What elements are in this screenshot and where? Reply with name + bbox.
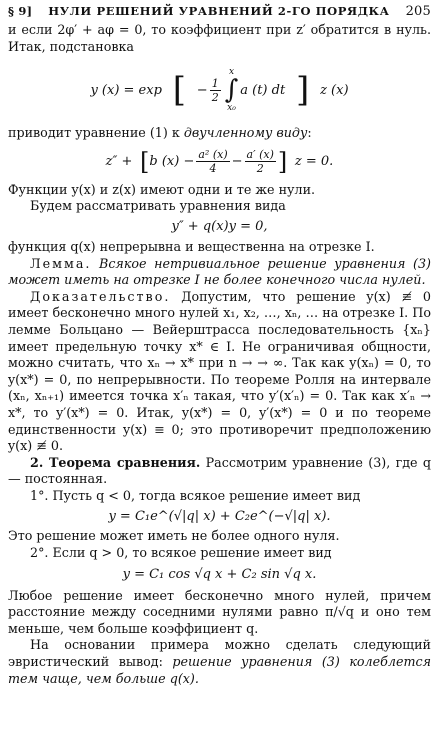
running-title: НУЛИ РЕШЕНИЙ УРАВНЕНИЙ 2-ГО ПОРЯДКА (48, 4, 390, 18)
paragraph-same-zeros: Функции y(x) и z(x) имеют одни и те же нули. (8, 181, 316, 197)
eq2-left-bracket: [ (132, 147, 150, 176)
eq2-f2-num: a′ (x) (246, 148, 274, 162)
equation-case-2: y = C₁ cos √q x + C₂ sin √q x. (122, 567, 317, 583)
theorem-heading: 2. Теорема сравнения. (30, 454, 201, 470)
case-1-paragraph: 1°. Пусть q < 0, тогда всякое решение имеет вид (30, 487, 361, 503)
equation-case-1: y = C₁e^(√|q| x) + C₂e^(−√|q| x). (108, 508, 331, 524)
paragraph-binomial-form (8, 125, 431, 142)
eq1-frac-num: 1 (211, 76, 219, 90)
proof-paragraph (8, 289, 431, 455)
eq2-f1-num: a² (x) (198, 148, 228, 162)
para8-text: На основании примера можно сделать следующий эвристический вывод: (8, 637, 431, 670)
eq1-fraction (210, 77, 221, 104)
lemma-statement: Всякое нетривиальное решение уравнения (3) может иметь на отрезке I не более конечного числа нулей. (8, 255, 431, 288)
eq1-int-upper: x (228, 67, 235, 78)
eq1-lhs: y (x) = exp (90, 82, 162, 98)
page-number: 205 (405, 4, 431, 19)
proof-heading: Доказательство. (30, 288, 171, 304)
eq2-rhs: z = 0. (294, 154, 334, 170)
theorem-body: Рассмотрим уравнение (3), где q — постоянная. (8, 454, 431, 487)
paragraph-infinite-zeros: Любое решение имеет бесконечно много нулей, причем расстояние между соседними нулями равно π/√q и оно тем меньше, чем больше коэффициент q. (8, 587, 431, 636)
paragraph-one-zero: Это решение может иметь не более одного нуля. (8, 528, 340, 544)
paragraph-q-continuous: функция q(x) непрерывна и вещественна на отрезке I. (8, 238, 375, 254)
running-header (8, 4, 431, 22)
paragraph-heuristic-conclusion (8, 637, 431, 687)
eq2-lhs: z″ + (105, 154, 133, 170)
integral-sign: ∫ (224, 75, 239, 106)
eq2-b-term: b (x) − (149, 154, 195, 170)
eq2-f2-den: 2 (256, 162, 264, 176)
para2-italic: двучленному виду (183, 125, 308, 141)
eq1-integral (225, 67, 239, 113)
eq2-fraction-2 (245, 148, 276, 175)
eq1-minus: − (196, 82, 208, 98)
eq2-f1-den: 4 (209, 162, 217, 176)
eq2-right-bracket: ] (277, 147, 295, 176)
eq1-frac-den: 2 (211, 90, 219, 104)
eq1-integrand: a (t) dt (240, 82, 286, 98)
proof-body: Допустим, что решение y(x) ≢ 0 имеет бесконечно много нулей x₁, x₂, …, xₙ, … на отрезке I. По лемме Больцано — Вейерштрасса последовательность {xₙ} имеет предельную точку x* ∈ I. Не ограничивая общности, можно считать, что xₙ → x* при n → → ∞. Так как y(xₙ) = 0, то y(x*) = 0, по непрерывности. По теореме Ролля на интервале (xₙ, xₙ₊₁) имеется точка x′ₙ такая, что y′(x′ₙ) = 0. Так как x′ₙ → x*, то y′(x*) = 0. Итак, y(x*) = 0, y′(x*) = 0 и по теореме единственности y(x) ≡ 0; это противоречит предположению y(x) ≢ 0. (8, 288, 431, 454)
eq1-int-lower: x₀ (227, 103, 236, 114)
theorem-paragraph (8, 455, 431, 488)
para2-end: : (307, 125, 312, 141)
eq1-right-bracket: ] (285, 70, 321, 111)
eq1-left-bracket: [ (161, 70, 197, 111)
equation-3: y″ + q(x)y = 0, (171, 219, 268, 235)
lemma-paragraph (8, 256, 431, 289)
lemma-heading: Лемма. (30, 255, 92, 271)
para2-text: приводит уравнение (1) к (8, 125, 184, 141)
case-2-paragraph: 2°. Если q > 0, то всякое решение имеет вид (30, 545, 332, 561)
paragraph-substitution-intro: и если 2φ′ + aφ = 0, то коэффициент при z′ обратится в нуль. Итак, подстановка (8, 22, 431, 54)
section-number: § 9] (8, 4, 33, 18)
eq2-minus: − (231, 154, 243, 170)
equation-substitution (8, 55, 431, 125)
paragraph-consider-equations: Будем рассматривать уравнения вида (30, 198, 286, 214)
eq1-rhs: z (x) (320, 82, 349, 98)
eq2-fraction-1 (196, 148, 229, 175)
equation-binomial (8, 142, 431, 182)
para8-italic: решение уравнения (3) колеблется тем чаще, чем больше q(x). (8, 654, 431, 686)
